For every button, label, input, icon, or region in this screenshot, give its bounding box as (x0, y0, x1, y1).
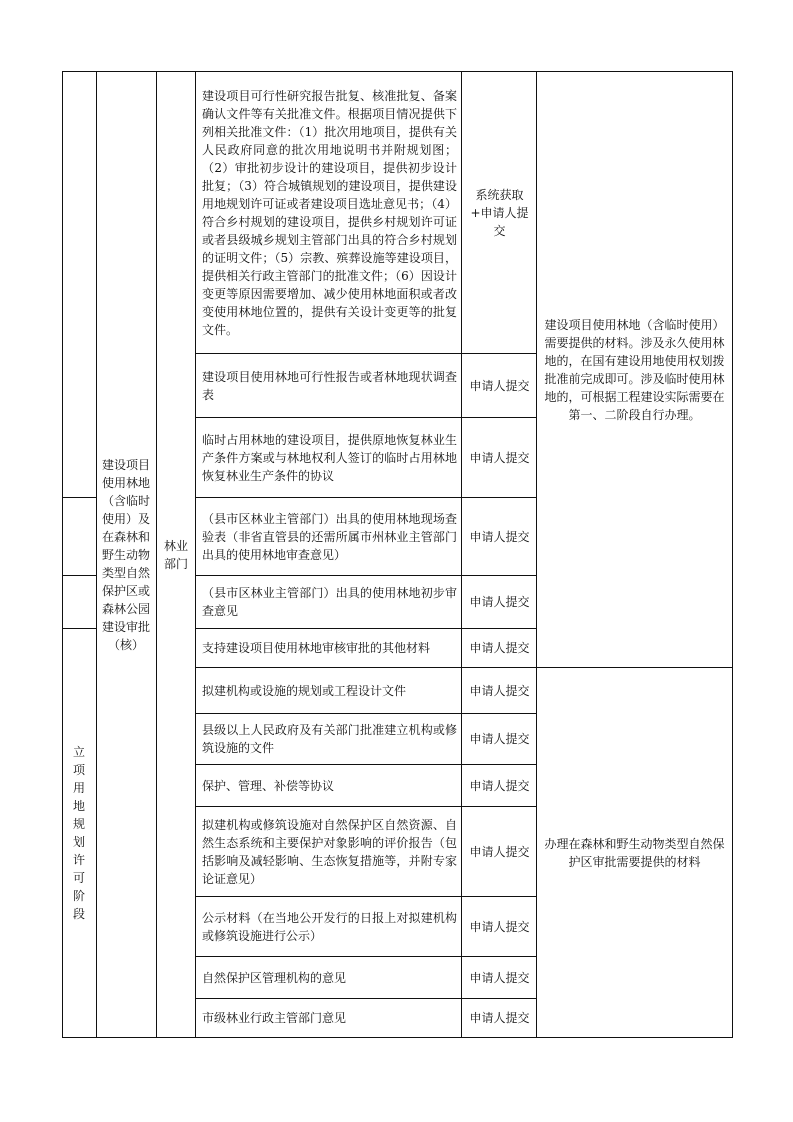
source-text: 申请人提交 (469, 732, 530, 746)
note-text: 建设项目使用林地（含临时使用）需要提供的材料。涉及永久使用林地的，在国有建设用地使用权划拨批准前完成即可。涉及临时使用林地的，可根据工程建设实际需要在第一、二阶段自行办理。 (544, 317, 725, 422)
material-cell (196, 72, 462, 353)
source-text: 申请人提交 (469, 778, 530, 793)
source-text: 申请人提交 (469, 595, 530, 609)
stage-separator (62, 497, 96, 498)
source-cell (462, 765, 537, 806)
material-cell (196, 765, 462, 806)
source-text: 申请人提交 (469, 378, 530, 393)
note-text: 办理在森林和野生动物类型自然保护区审批需要提供的材料 (544, 836, 725, 869)
note-cell (537, 668, 732, 1037)
material-cell (196, 629, 462, 667)
source-text: 申请人提交 (469, 683, 530, 698)
material-cell (196, 668, 462, 713)
source-text: 申请人提交 (469, 450, 530, 465)
source-cell (462, 714, 537, 764)
source-cell (462, 897, 537, 956)
material-text: 建设项目可行性研究报告批复、核准批复、备案确认文件等有关批准文件。根据项目情况提供下列相关批准文件：（1）批次用地项目，提供有关人民政府同意的批次用地说明书并附规划图；（2）审批初步设计的建设项目，提供初步设计批复；（3）符合城镇规划的建设项目，提供建设用地规划许可证或者建设项目选址意见书；（4）符合乡村规划的建设项目，提供乡村规划许可证或者县级城乡规划主管部门出具的符合乡村规划的证明文件；（5）宗教、殡葬设施等建设项目，提供相关行政主管部门的批准文件；（6）因设计变更等原因需要增加、减少使用林地面积或者改变使用林地位置的，提供有关设计变更等的批复文件。 (202, 88, 457, 337)
item-cell (96, 72, 156, 1038)
material-text: 拟建机构或设施的规划或工程设计文件 (202, 683, 407, 698)
material-cell (196, 999, 462, 1037)
material-cell (196, 418, 462, 497)
material-text: 建设项目使用林地可行性报告或者林地现状调查表 (202, 369, 457, 402)
material-text: （县市区林业主管部门）出具的使用林地初步审查意见 (202, 586, 457, 618)
source-cell (462, 668, 537, 713)
material-text: 临时占用林地的建设项目，提供原地恢复林业生产条件方案或与林地权利人签订的临时占用林地恢复林业生产条件的协议 (202, 432, 457, 483)
material-cell (196, 498, 462, 575)
material-text: 公示材料（在当地公开发行的日报上对拟建机构或修筑设施进行公示） (202, 910, 457, 943)
source-text: 申请人提交 (469, 970, 530, 985)
department-cell (156, 72, 196, 1038)
material-text: 保护、管理、补偿等协议 (202, 778, 335, 793)
stage-text: 立项用地规划许可阶段 (72, 745, 85, 921)
item-text: 建设项目使用林地（含临时使用）及在森林和野生动物类型自然保护区或森林公园建设审批（核） (101, 458, 150, 652)
source-cell (462, 576, 537, 628)
material-cell (196, 807, 462, 896)
source-cell (462, 957, 537, 998)
material-text: 县级以上人民政府及有关部门批准建立机构或修筑设施的文件 (202, 723, 457, 755)
material-text: 自然保护区管理机构的意见 (202, 970, 347, 985)
department-text: 林业部门 (163, 539, 188, 571)
source-cell (462, 629, 537, 667)
stage-separator (62, 575, 96, 576)
source-cell (462, 354, 537, 417)
material-text: 支持建设项目使用林地审核审批的其他材料 (202, 641, 431, 655)
material-cell (196, 354, 462, 417)
note-cell (537, 72, 732, 667)
material-text: 拟建机构或修筑设施对自然保护区自然资源、自然生态系统和主要保护对象影响的评价报告（包括影响及减轻影响、生态恢复措施等，并附专家论证意见） (202, 817, 457, 886)
source-cell (462, 72, 537, 353)
source-cell (462, 498, 537, 575)
material-cell (196, 957, 462, 998)
table-border-right (732, 71, 733, 1038)
material-cell (196, 714, 462, 764)
stage-cell (62, 628, 96, 1038)
source-cell (462, 999, 537, 1037)
material-text: 市级林业行政主管部门意见 (202, 1011, 347, 1025)
source-cell (462, 807, 537, 896)
source-text: 申请人提交 (469, 844, 530, 859)
material-cell (196, 897, 462, 956)
source-text: 申请人提交 (469, 919, 530, 934)
source-cell (462, 418, 537, 497)
source-text: 申请人提交 (469, 529, 530, 544)
material-text: （县市区林业主管部门）出具的使用林地现场查验表（非省直管县的还需所属市州林业主管部门出具的使用林地审查意见） (202, 511, 457, 562)
source-text: 申请人提交 (469, 1011, 530, 1025)
source-text: 系统获取+申请人提交 (470, 187, 529, 238)
material-cell (196, 576, 462, 628)
source-text: 申请人提交 (469, 641, 530, 655)
